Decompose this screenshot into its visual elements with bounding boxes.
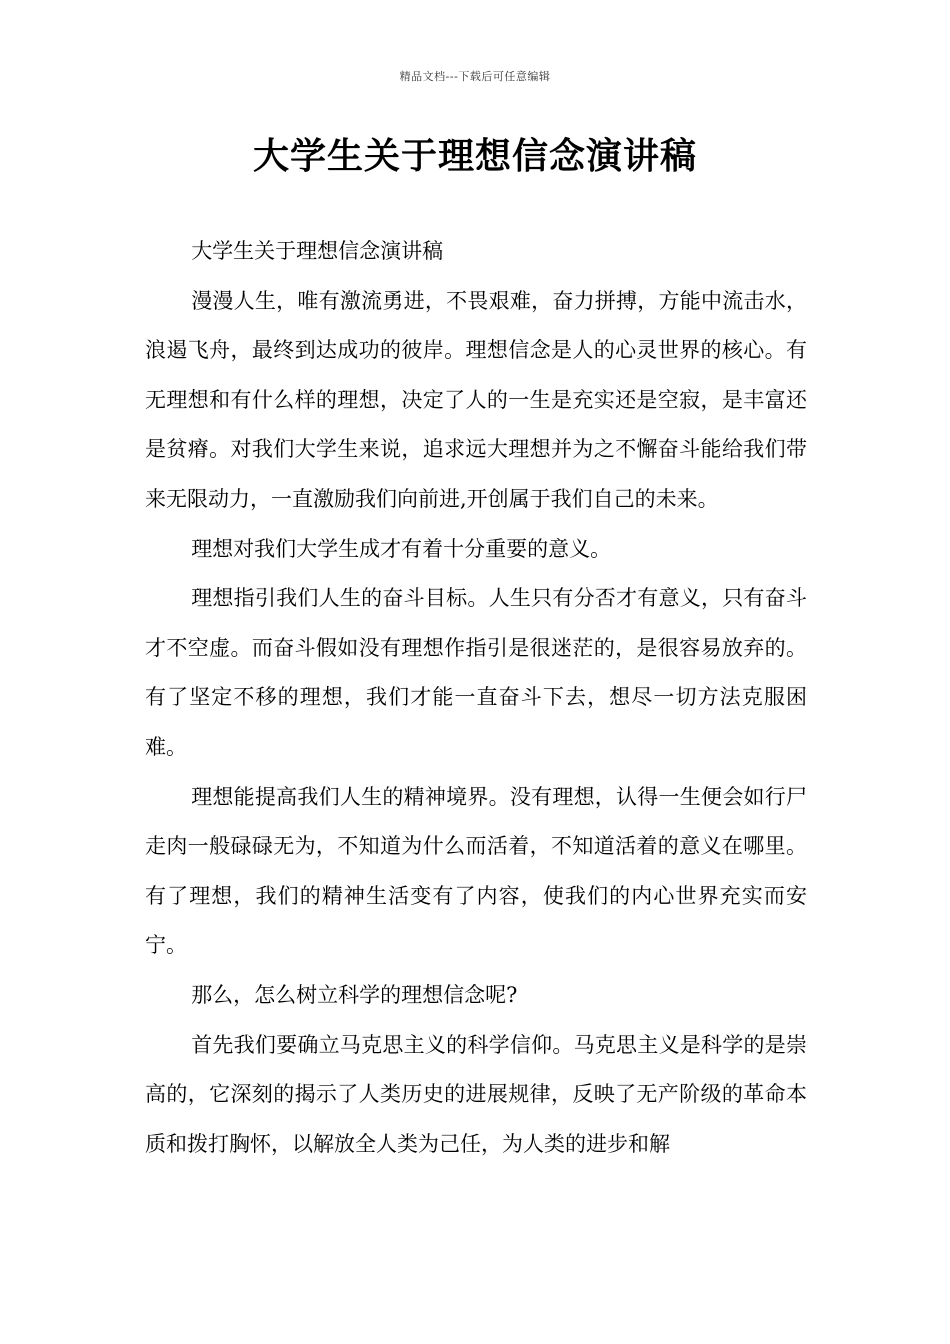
paragraph-subtitle: 大学生关于理想信念演讲稿 [191, 239, 444, 263]
paragraph: 那么，怎么树立科学的理想信念呢? [191, 982, 518, 1007]
document-body [145, 227, 807, 1169]
paragraph: 理想指引我们人生的奋斗目标。人生只有分否才有意义，只有奋斗才不空虚。而奋斗假如没有理想作指引是很迷茫的，是很容易放弃的。有了坚定不移的理想，我们才能一直奋斗下去，想尽一切方法克服困难。 [145, 586, 807, 759]
paragraph: 理想能提高我们人生的精神境界。没有理想，认得一生便会如行尸走肉一般碌碌无为，不知道为什么而活着，不知道活着的意义在哪里。有了理想，我们的精神生活变有了内容，使我们的内心世界充实而安宁。 [145, 784, 807, 958]
paragraph: 首先我们要确立马克思主义的科学信仰。马克思主义是科学的是崇高的，它深刻的揭示了人类历史的进展规律，反映了无产阶级的革命本质和拨打胸怀，以解放全人类为己任，为人类的进步和解 [145, 1032, 807, 1156]
paragraph: 理想对我们大学生成才有着十分重要的意义。 [191, 536, 612, 561]
paragraph: 漫漫人生，唯有激流勇进，不畏艰难，奋力拼搏，方能中流击水，浪遏飞舟，最终到达成功的彼岸。理想信念是人的心灵世界的核心。有无理想和有什么样的理想，决定了人的一生是充实还是空寂，是丰富还是贫瘠。对我们大学生来说，追求远大理想并为之不懈奋斗能给我们带来无限动力，一直激励我们向前进,开创属于我们自己的未来。 [145, 288, 807, 511]
document-title: 大学生关于理想信念演讲稿 [252, 136, 697, 177]
header-note: 精品文档---下载后可任意编辑 [399, 70, 551, 83]
